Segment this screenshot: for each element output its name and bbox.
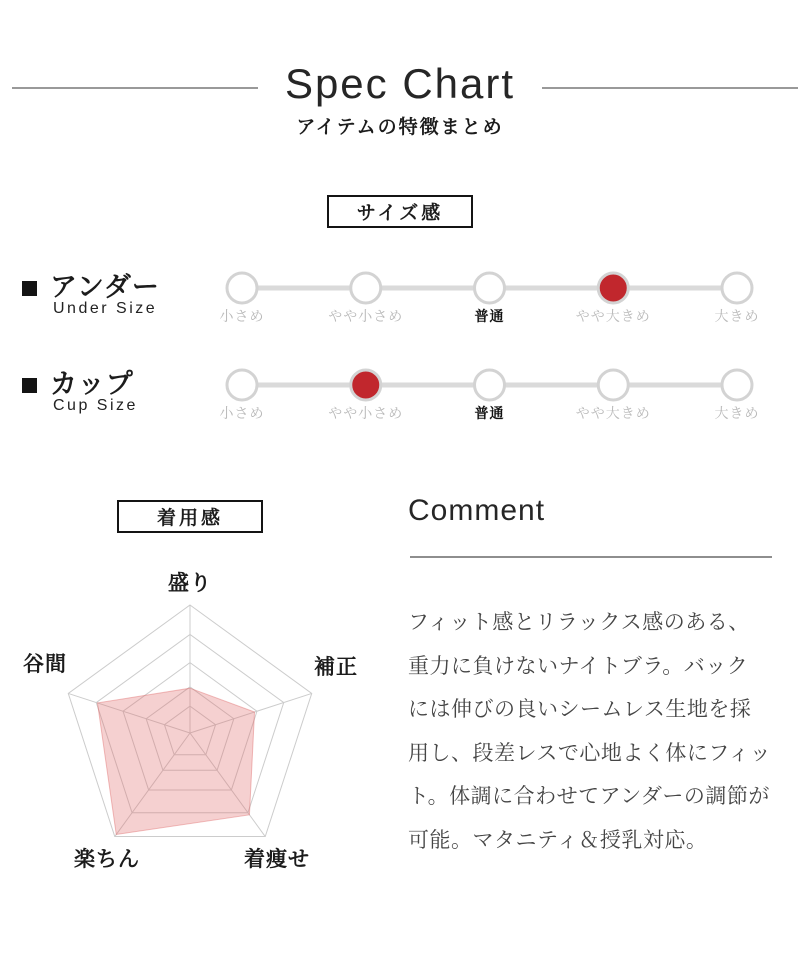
scale-tick-label: 小さめ xyxy=(219,308,265,324)
cup-size-scale-labels xyxy=(0,403,800,421)
square-bullet-icon xyxy=(22,281,37,296)
comment-text xyxy=(408,601,771,862)
scale-tick-label: 大きめ xyxy=(714,308,760,324)
comment-line: 可能。マタニティ＆授乳対応。 xyxy=(408,828,708,852)
comment-line: 重力に負けないナイトブラ。バック xyxy=(408,654,749,678)
radar-axis-label-kiyase: 着痩せ xyxy=(244,848,310,871)
under-size-scale xyxy=(225,271,755,305)
comment-line: 用し、段差レスで心地よく体にフィッ xyxy=(408,741,772,765)
scale-point xyxy=(227,273,257,303)
comment-divider xyxy=(410,556,772,558)
radar-axis-label-hosei: 補正 xyxy=(314,656,358,679)
scale-point xyxy=(722,273,752,303)
scale-tick-label: やや小さめ xyxy=(328,405,404,421)
scale-point xyxy=(722,370,752,400)
radar-axis-label-rakuchin: 楽ちん xyxy=(74,848,140,871)
scale-point-selected xyxy=(351,370,381,400)
wear-section-label: 着用感 xyxy=(117,500,263,533)
comment-heading: Comment xyxy=(408,494,546,527)
size-section-label: サイズ感 xyxy=(327,195,473,228)
under-size-scale-labels xyxy=(0,306,800,324)
scale-point-selected xyxy=(598,273,628,303)
scale-point xyxy=(475,370,505,400)
comment-line: ト。体調に合わせてアンダーの調節が xyxy=(408,785,770,808)
scale-point xyxy=(598,370,628,400)
wear-feel-radar-chart xyxy=(20,560,360,890)
row-title-cup: カップ xyxy=(50,369,134,399)
scale-tick-label: 普通 xyxy=(474,308,505,324)
page-subtitle: アイテムの特徴まとめ xyxy=(296,117,504,138)
scale-tick-label: 小さめ xyxy=(219,405,265,421)
radar-axis-label-tanima: 谷間 xyxy=(23,653,67,676)
header-divider-right xyxy=(542,87,798,89)
radar-data-polygon xyxy=(97,688,254,834)
square-bullet-icon xyxy=(22,378,37,393)
scale-tick-label: やや小さめ xyxy=(328,308,404,324)
scale-tick-label: やや大きめ xyxy=(575,405,651,421)
comment-line: には伸びの良いシームレス生地を採 xyxy=(408,698,752,721)
page-title: Spec Chart xyxy=(284,60,516,107)
scale-point xyxy=(227,370,257,400)
scale-point xyxy=(351,273,381,303)
cup-size-scale xyxy=(225,368,755,402)
row-title-under: アンダー xyxy=(50,272,160,302)
scale-tick-label: やや大きめ xyxy=(575,308,651,324)
comment-line: フィット感とリラックス感のある、 xyxy=(408,611,750,634)
radar-axis-label-mori: 盛り xyxy=(168,572,212,595)
row-subtitle-cup: Cup Size xyxy=(53,397,138,414)
scale-tick-label: 大きめ xyxy=(714,405,760,421)
scale-point xyxy=(475,273,505,303)
row-subtitle-under: Under Size xyxy=(53,300,158,317)
scale-tick-label: 普通 xyxy=(474,405,505,421)
